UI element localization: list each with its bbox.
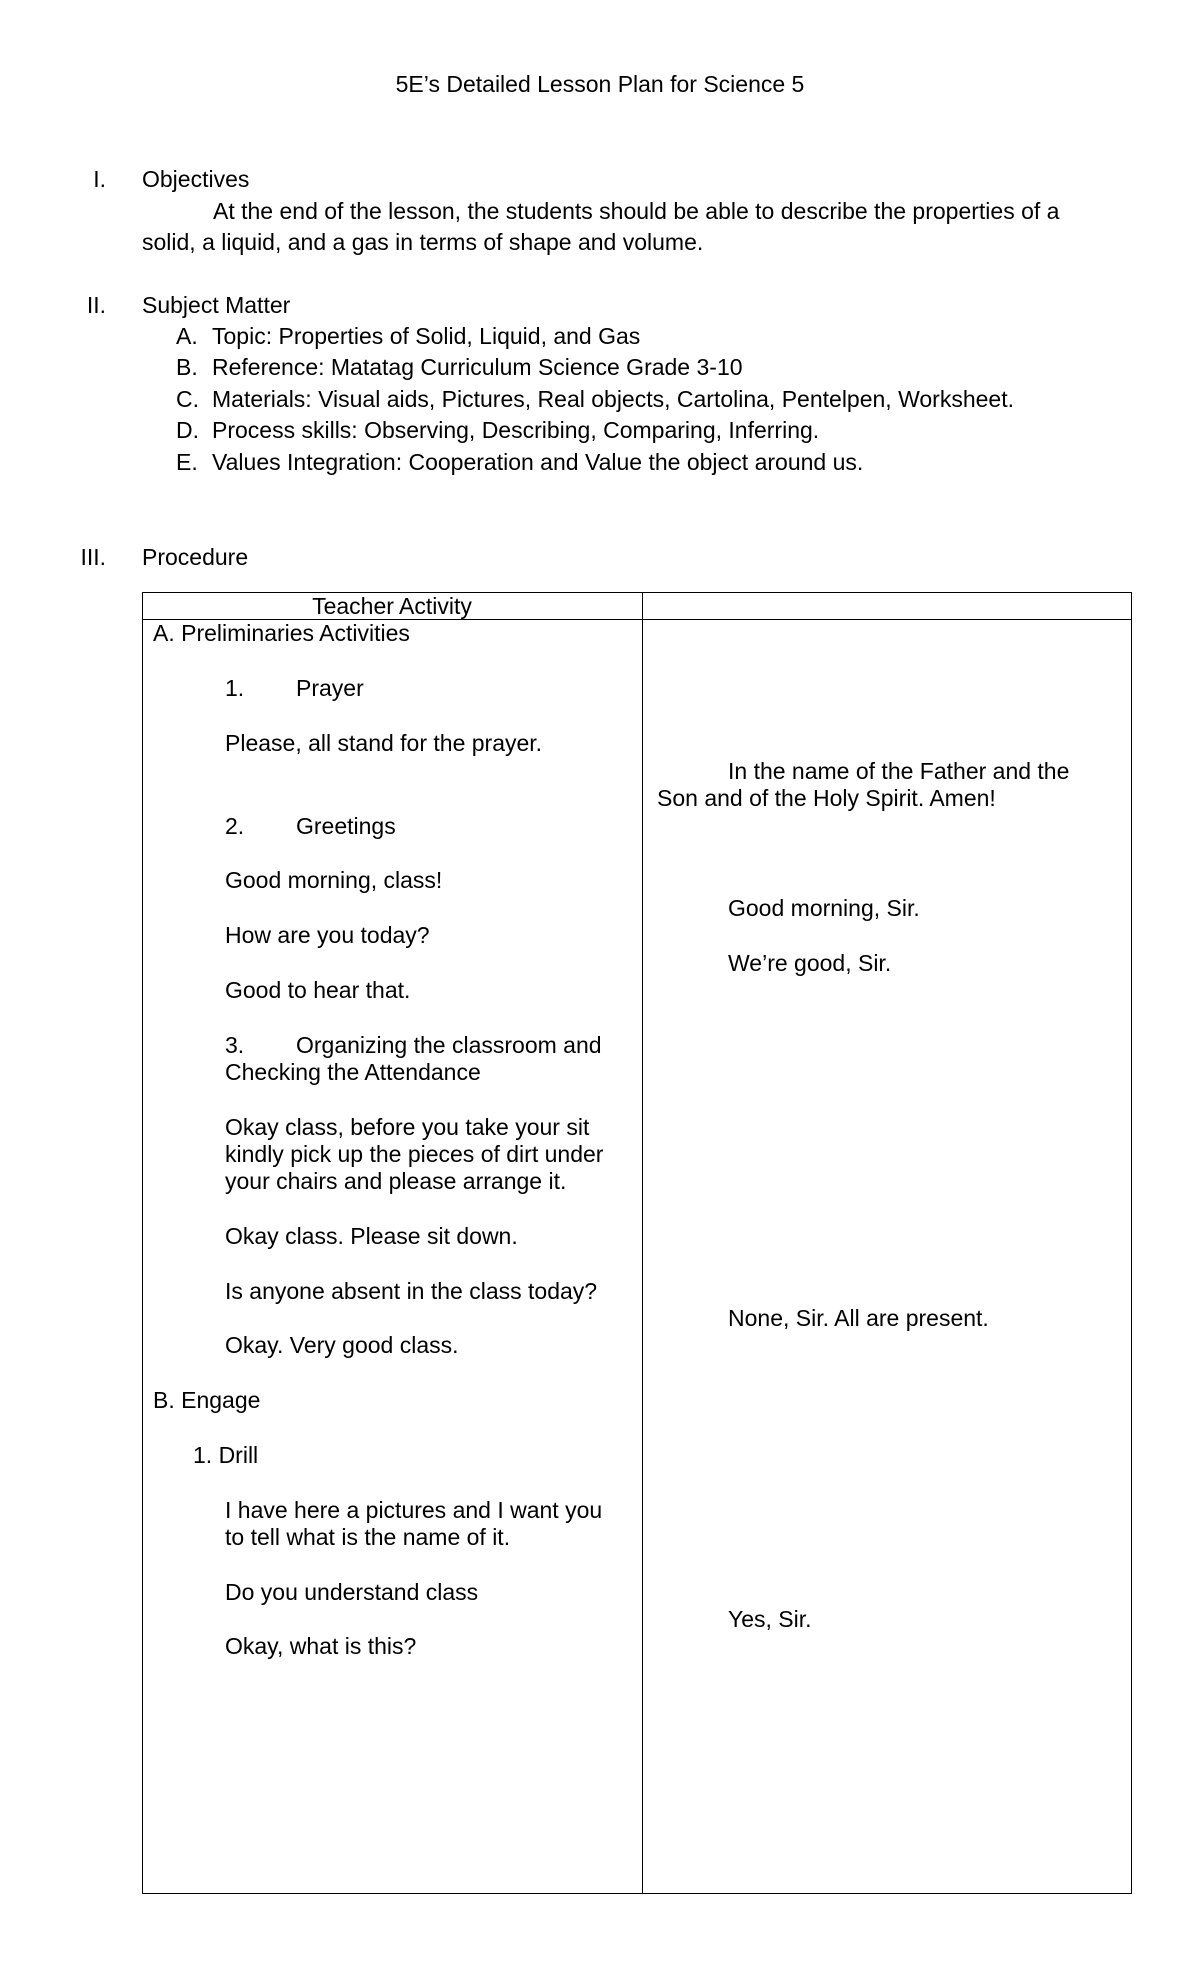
teacher-sit-down: Okay class. Please sit down.: [225, 1223, 518, 1249]
organizing-label-line2: Checking the Attendance: [225, 1059, 481, 1085]
item-text: Topic: Properties of Solid, Liquid, and Gas: [212, 323, 641, 349]
objectives-text-line1: At the end of the lesson, the students should be able to describe the properties of a: [213, 198, 1060, 224]
organizing-text-line2: kindly pick up the pieces of dirt under: [225, 1141, 604, 1167]
item-text: Process skills: Observing, Describing, Comparing, Inferring.: [212, 417, 820, 443]
organizing-text-line3: your chairs and please arrange it.: [225, 1168, 567, 1194]
student-prayer-line2: Son and of the Holy Spirit. Amen!: [657, 785, 996, 811]
student-good-morning: Good morning, Sir.: [728, 895, 920, 921]
item-text: Values Integration: Cooperation and Value the object around us.: [212, 449, 864, 475]
greetings-label: Greetings: [296, 813, 396, 839]
teacher-absent-question: Is anyone absent in the class today?: [225, 1278, 598, 1304]
subject-matter-heading: Subject Matter: [142, 292, 291, 318]
teacher-very-good: Okay. Very good class.: [225, 1332, 459, 1358]
student-yes-sir: Yes, Sir.: [728, 1606, 812, 1632]
subject-item-values: [176, 448, 863, 476]
objectives-heading: Objectives: [142, 166, 250, 192]
table-column-divider: [642, 592, 643, 1894]
drill-heading: 1. Drill: [193, 1442, 259, 1468]
document-title: 5E’s Detailed Lesson Plan for Science 5: [395, 71, 805, 97]
item-letter: A.: [176, 323, 198, 349]
teacher-what-is-this: Okay, what is this?: [225, 1633, 417, 1659]
objectives-numeral: I.: [93, 166, 106, 192]
subject-item-topic: [176, 322, 640, 350]
organizing-number: 3.: [225, 1032, 245, 1058]
subject-item-process-skills: [176, 416, 819, 444]
organizing-text-line1: Okay class, before you take your sit: [225, 1114, 590, 1140]
item-letter: B.: [176, 354, 198, 380]
prayer-instruction: Please, all stand for the prayer.: [225, 730, 543, 756]
item-letter: D.: [176, 417, 199, 443]
procedure-heading: Procedure: [142, 544, 249, 570]
subject-item-materials: [176, 385, 1014, 413]
drill-text-line1: I have here a pictures and I want you: [225, 1497, 603, 1523]
drill-text-line2: to tell what is the name of it.: [225, 1524, 511, 1550]
teacher-understand-question: Do you understand class: [225, 1579, 479, 1605]
prayer-number: 1.: [225, 675, 245, 701]
subject-matter-numeral: II.: [86, 292, 106, 318]
item-text: Reference: Matatag Curriculum Science Grade 3-10: [212, 354, 743, 380]
header-teacher-activity: Teacher Activity: [312, 593, 472, 619]
teacher-greeting: Good morning, class!: [225, 867, 443, 893]
organizing-label-line1: Organizing the classroom and: [296, 1032, 602, 1058]
item-letter: E.: [176, 449, 198, 475]
procedure-numeral: III.: [80, 544, 106, 570]
section-a-heading: A. Preliminaries Activities: [153, 620, 410, 646]
teacher-good-to-hear: Good to hear that.: [225, 977, 411, 1003]
student-all-present: None, Sir. All are present.: [728, 1305, 989, 1331]
subject-item-reference: [176, 353, 743, 381]
student-prayer-line1: In the name of the Father and the: [728, 758, 1070, 784]
student-were-good: We’re good, Sir.: [728, 950, 892, 976]
greetings-number: 2.: [225, 813, 245, 839]
section-b-heading: B. Engage: [153, 1387, 261, 1413]
item-text: Materials: Visual aids, Pictures, Real objects, Cartolina, Pentelpen, Worksheet.: [212, 386, 1014, 412]
item-letter: C.: [176, 386, 199, 412]
teacher-how-are-you: How are you today?: [225, 922, 430, 948]
prayer-label: Prayer: [296, 675, 364, 701]
objectives-text-line2: solid, a liquid, and a gas in terms of shape and volume.: [142, 229, 704, 255]
